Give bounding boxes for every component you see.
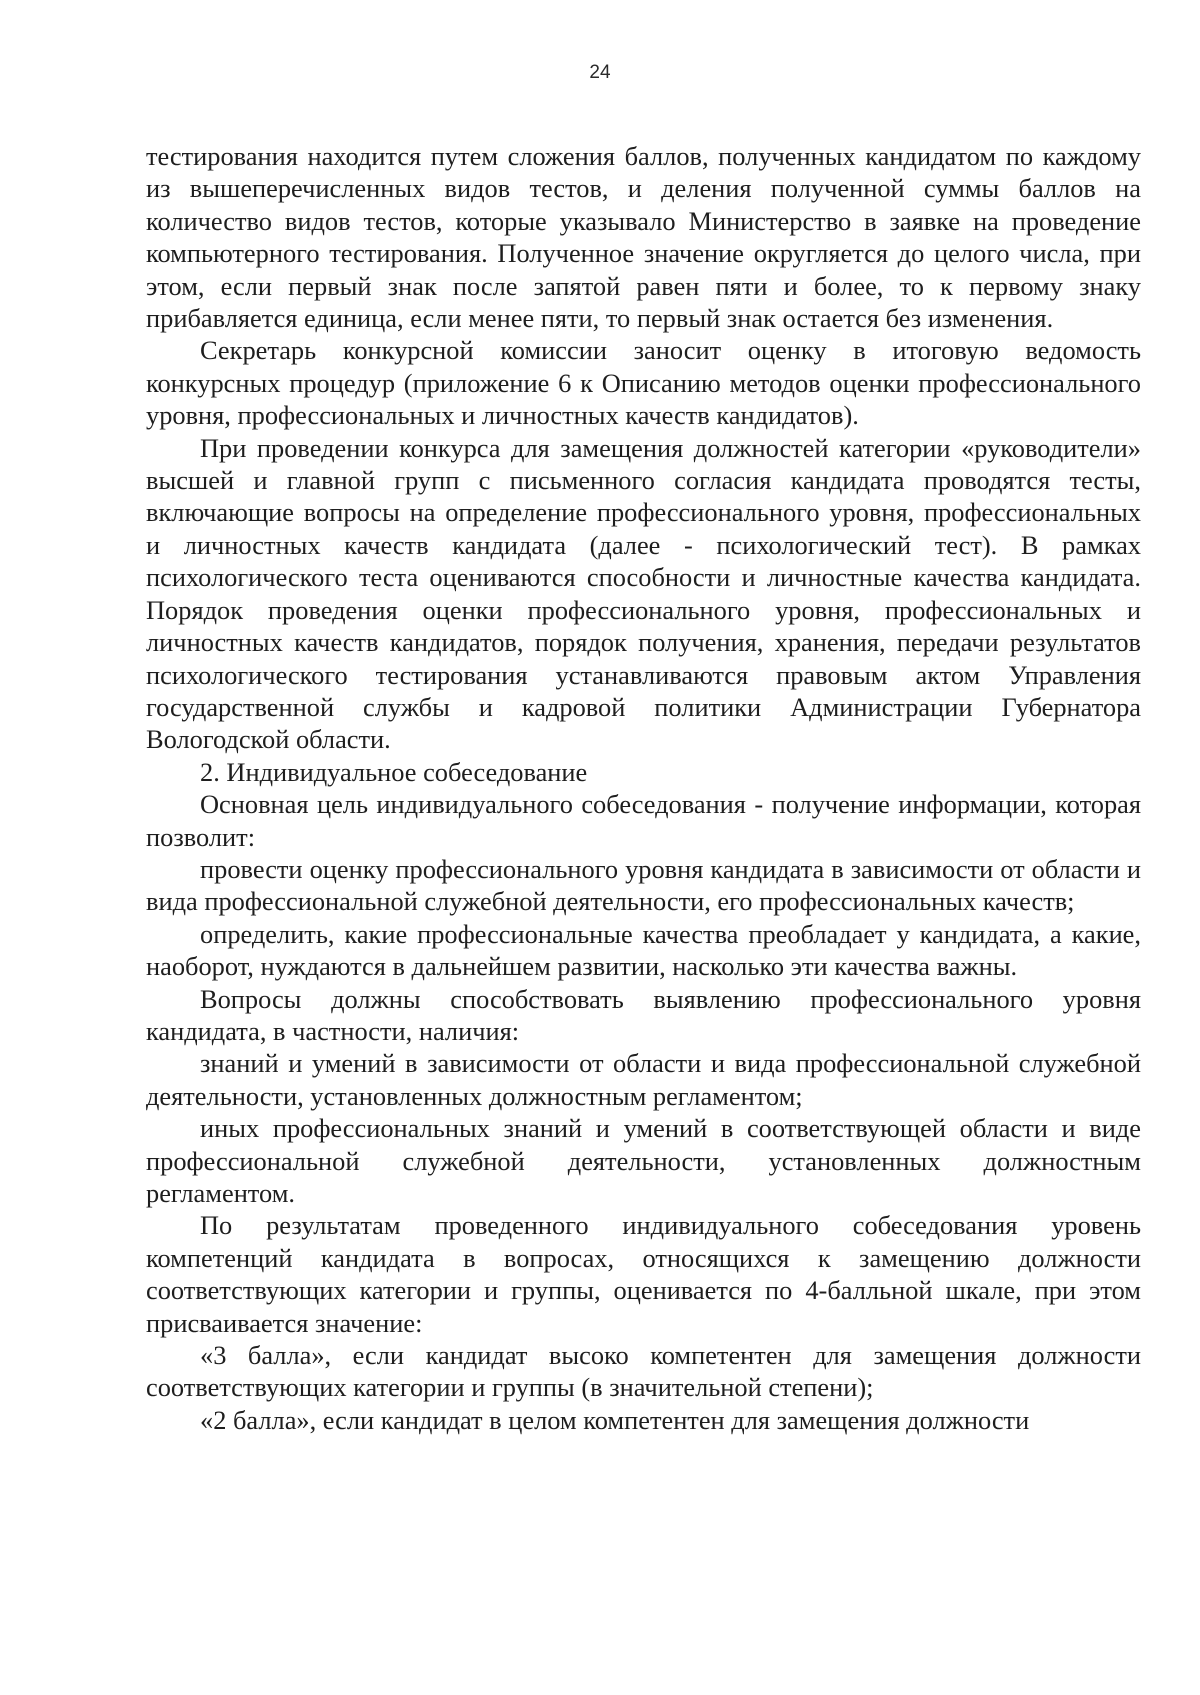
list-item-other-knowledge: иных профессиональных знаний и умений в соответствующей области и виде профессиональной служебной деятельности, установленных должностным регламентом. [146, 1113, 1141, 1208]
paragraph-secretary: Секретарь конкурсной комиссии заносит оценку в итоговую ведомость конкурсных процедур (приложение 6 к Описанию методов оценки профессионального уровня, профессиональных и личностных качеств кандидатов). [146, 335, 1141, 431]
list-item-3-points: «3 балла», если кандидат высоко компетентен для замещения должности соответствующих категории и группы (в значительной степени); [146, 1340, 1141, 1403]
document-body [146, 140, 1141, 1436]
page-number: 24 [589, 62, 611, 83]
list-item-2-points: «2 балла», если кандидат в целом компетентен для замещения должности [200, 1404, 1030, 1435]
paragraph-questions: Вопросы должны способствовать выявлению профессионального уровня кандидата, в частности, наличия: [146, 983, 1141, 1046]
paragraph-interview-goal: Основная цель индивидуального собеседования - получение информации, которая позволит: [146, 789, 1141, 852]
list-item-assess-level: провести оценку профессионального уровня кандидата в зависимости от области и вида профессиональной служебной деятельности, его профессиональных качеств; [146, 853, 1141, 917]
list-item-knowledge: знаний и умений в зависимости от области и вида профессиональной служебной деятельности, установленных должностным регламентом; [146, 1048, 1141, 1111]
list-item-determine-qualities: определить, какие профессиональные качества преобладает у кандидата, а какие, наоборот, нуждаются в дальнейшем развитии, насколько эти качества важны. [146, 918, 1141, 982]
paragraph-testing-score: тестирования находится путем сложения баллов, полученных кандидатом по каждому из вышеперечисленных видов тестов, и деления полученной суммы баллов на количество видов тестов, которые указывало Министерство в заявке на проведение компьютерного тестирования. Полученное значение округляется до целого числа, при этом, если первый знак после запятой равен пяти и более, то к первому знаку прибавляется единица, если менее пяти, то первый знак остается без изменения. [146, 141, 1141, 334]
paragraph-results-scale: По результатам проведенного индивидуального собеседования уровень компетенций кандидата в вопросах, относящихся к замещению должности соответствующих категории и группы, оценивается по 4-балльной шкале, при этом присваивается значение: [146, 1210, 1141, 1338]
paragraph-psych-test: При проведении конкурса для замещения должностей категории «руководители» высшей и главной групп с письменного согласия кандидата проводятся тесты, включающие вопросы на определение профессионального уровня, профессиональных и личностных качеств кандидата (далее - психологический тест). В рамках психологического теста оцениваются способности и личностные качества кандидата. Порядок проведения оценки профессионального уровня, профессиональных и личностных качеств кандидатов, порядок получения, хранения, передачи результатов психологического тестирования устанавливаются правовым актом Управления государственной службы и кадровой политики Администрации Губернатора Вологодской области. [146, 432, 1141, 755]
section-heading-interview: 2. Индивидуальное собеседование [200, 756, 588, 787]
